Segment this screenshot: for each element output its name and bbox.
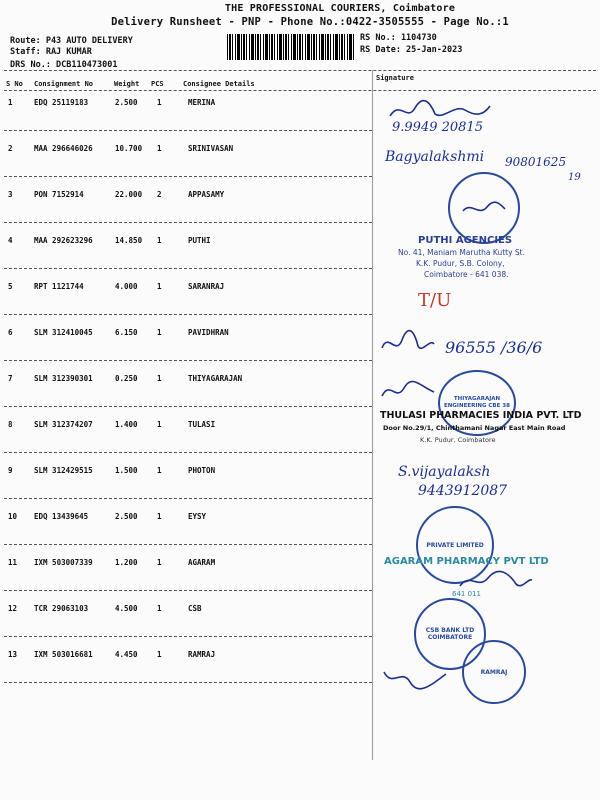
cell-consignee: APPASAMY — [188, 190, 225, 199]
stamp-row-12: CSB BANK LTD COIMBATORE — [414, 598, 486, 670]
signature-4-address-1: No. 41, Maniam Marutha Kutty St. — [398, 248, 526, 257]
signature-11-company: AGARAM PHARMACY PVT LTD — [384, 556, 549, 567]
cell-sno: 12 — [8, 604, 18, 613]
rs-date: RS Date: 25-Jan-2023 — [360, 45, 463, 55]
company-title: THE PROFESSIONAL COURIERS, Coimbatore — [224, 3, 456, 14]
cell-consignment: PON 7152914 — [34, 190, 84, 199]
cell-consignee: PUTHI — [188, 236, 211, 245]
header-bottom-rule — [4, 90, 596, 91]
col-header-consignment: Consignment No — [34, 80, 94, 88]
cell-consignee: SRINIVASAN — [188, 144, 234, 153]
cell-pcs: 1 — [157, 512, 162, 521]
cell-pcs: 1 — [157, 466, 162, 475]
barcode-graphic — [227, 34, 355, 60]
signature-4-address-3: Coimbatore - 641 038. — [424, 270, 509, 279]
signature-2-name: Bagyalakshmi — [385, 149, 485, 165]
signature-2-phone: 90801625 — [505, 155, 567, 169]
signature-2-extra: 19 — [568, 172, 581, 183]
cell-sno: 9 — [8, 466, 13, 475]
signature-scribble-13 — [380, 664, 450, 690]
cell-sno: 5 — [8, 282, 13, 291]
cell-weight: 0.250 — [115, 374, 138, 383]
stamp-row-10: PRIVATE LIMITED — [416, 506, 494, 584]
col-header-pcs: PCS — [151, 80, 164, 88]
cell-consignment: EDQ 13439645 — [34, 512, 89, 521]
cell-consignment: RPT 1121744 — [34, 282, 84, 291]
cell-weight: 1.200 — [115, 558, 138, 567]
cell-consignee: AGARAM — [188, 558, 216, 567]
cell-sno: 1 — [8, 98, 13, 107]
cell-consignee: TULASI — [188, 420, 216, 429]
cell-pcs: 1 — [157, 420, 162, 429]
col-header-signature: Signature — [376, 74, 414, 82]
cell-weight: 4.450 — [115, 650, 138, 659]
row-separator — [4, 130, 372, 131]
cell-sno: 6 — [8, 328, 13, 337]
cell-pcs: 1 — [157, 144, 162, 153]
cell-consignment: SLM 312390301 — [34, 374, 93, 383]
cell-consignment: EDQ 25119183 — [34, 98, 89, 107]
cell-consignment: TCR 29063103 — [34, 604, 89, 613]
signature-4-address-2: K.K. Pudur, S.B. Colony, — [416, 259, 505, 268]
cell-pcs: 1 — [157, 374, 162, 383]
stamp-row-7: THIYAGARAJAN ENGINEERING CBE 38 — [438, 370, 516, 436]
row-separator — [4, 360, 372, 361]
signature-5-note: T/U — [418, 290, 452, 311]
cell-pcs: 1 — [157, 328, 162, 337]
cell-consignment: SLM 312410045 — [34, 328, 93, 337]
cell-consignment: SLM 312374207 — [34, 420, 93, 429]
cell-pcs: 2 — [157, 190, 162, 199]
signature-scribble-6 — [378, 326, 438, 360]
cell-consignee: EYSY — [188, 512, 207, 521]
cell-consignee: CSB — [188, 604, 202, 613]
cell-consignment: MAA 292623296 — [34, 236, 93, 245]
runsheet-title: Delivery Runsheet - PNP - Phone No.:0422-3505555 - Page No.:1 — [111, 16, 509, 28]
row-separator — [4, 268, 372, 269]
cell-sno: 13 — [8, 650, 18, 659]
signature-6-phone: 96555 /36/6 — [445, 338, 543, 357]
cell-weight: 22.000 — [115, 190, 143, 199]
cell-weight: 2.500 — [115, 98, 138, 107]
signature-11-address: 641 011 — [452, 590, 481, 598]
cell-sno: 3 — [8, 190, 13, 199]
stamp-row-3 — [448, 172, 520, 244]
cell-pcs: 1 — [157, 98, 162, 107]
signature-scribble-11 — [456, 568, 536, 594]
cell-consignment: IXM 503007339 — [34, 558, 93, 567]
row-separator — [4, 636, 372, 637]
signature-8-company: THULASI PHARMACIES INDIA PVT. LTD — [380, 410, 582, 421]
signature-column-divider — [372, 70, 373, 760]
cell-sno: 4 — [8, 236, 13, 245]
cell-sno: 2 — [8, 144, 13, 153]
cell-weight: 4.500 — [115, 604, 138, 613]
signature-scribble-7 — [378, 378, 438, 404]
cell-consignment: MAA 296646026 — [34, 144, 93, 153]
signature-8-address-1: Door No.29/1, Chinthamani Nagar East Main Road — [383, 424, 566, 432]
signature-9-phone: 9443912087 — [418, 483, 508, 499]
cell-weight: 1.500 — [115, 466, 138, 475]
drs-number: DRS No.: DCB110473001 — [10, 60, 118, 70]
staff-label: Staff: RAJ KUMAR — [10, 47, 92, 57]
signature-4-company: PUTHI AGENCIES — [418, 235, 513, 246]
row-separator — [4, 222, 372, 223]
row-separator — [4, 176, 372, 177]
cell-weight: 10.700 — [115, 144, 143, 153]
cell-pcs: 1 — [157, 604, 162, 613]
stamp-row-13: RAMRAJ — [462, 640, 526, 704]
cell-weight: 1.400 — [115, 420, 138, 429]
cell-sno: 10 — [8, 512, 18, 521]
rs-number: RS No.: 1104730 — [360, 33, 437, 43]
cell-weight: 2.500 — [115, 512, 138, 521]
cell-pcs: 1 — [157, 282, 162, 291]
signature-9-name: S.vijayalaksh — [398, 464, 491, 480]
cell-weight: 6.150 — [115, 328, 138, 337]
row-separator — [4, 682, 372, 683]
cell-consignee: SARANRAJ — [188, 282, 225, 291]
route-label: Route: P43 AUTO DELIVERY — [10, 36, 133, 46]
col-header-sno: S No — [6, 80, 23, 88]
row-separator — [4, 452, 372, 453]
cell-pcs: 1 — [157, 236, 162, 245]
signature-1-phone: 9.9949 20815 — [392, 120, 483, 135]
cell-consignment: SLM 312429515 — [34, 466, 93, 475]
cell-consignee: RAMRAJ — [188, 650, 216, 659]
cell-weight: 4.000 — [115, 282, 138, 291]
row-separator — [4, 498, 372, 499]
cell-sno: 8 — [8, 420, 13, 429]
row-separator — [4, 406, 372, 407]
cell-sno: 7 — [8, 374, 13, 383]
row-separator — [4, 544, 372, 545]
cell-consignee: PAVIDHRAN — [188, 328, 229, 337]
cell-pcs: 1 — [157, 650, 162, 659]
row-separator — [4, 590, 372, 591]
col-header-consignee: Consignee Details — [183, 80, 255, 88]
cell-weight: 14.850 — [115, 236, 143, 245]
cell-pcs: 1 — [157, 558, 162, 567]
signature-8-address-2: K.K. Pudur, Coimbatore — [420, 436, 496, 444]
cell-consignee: THIYAGARAJAN — [188, 374, 243, 383]
cell-sno: 11 — [8, 558, 18, 567]
row-separator — [4, 314, 372, 315]
cell-consignee: PHOTON — [188, 466, 216, 475]
header-top-rule — [4, 70, 596, 71]
cell-consignment: IXM 503016681 — [34, 650, 93, 659]
cell-consignee: MERINA — [188, 98, 216, 107]
col-header-weight: Weight — [114, 80, 140, 88]
